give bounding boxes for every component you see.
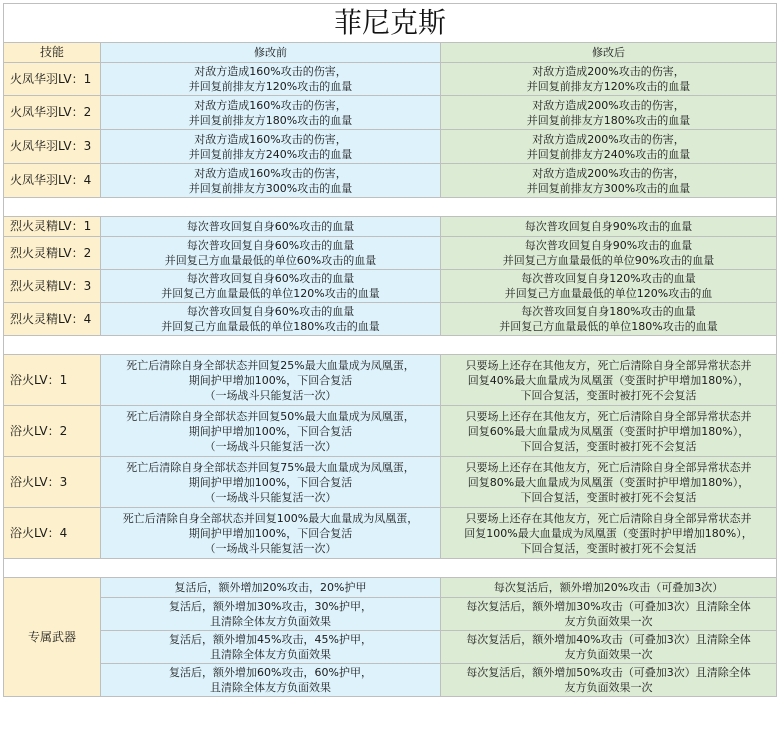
skill-name: 火凤华羽LV：4 xyxy=(4,164,101,198)
table-row xyxy=(4,270,777,303)
table-row xyxy=(4,457,777,508)
before-cell: 对敌方造成160%攻击的伤害， 并回复前排友方240%攻击的血量 xyxy=(101,130,441,164)
title-row xyxy=(4,4,777,43)
table-row xyxy=(4,598,777,631)
before-cell: 每次普攻回复自身60%攻击的血量 xyxy=(101,217,441,237)
after-cell: 只要场上还存在其他友方，死亡后清除自身全部异常状态并 回复40%最大血量成为凤凰蛋（变蛋时护甲增加180%）， 下回合复活，变蛋时被打死不会复活 xyxy=(441,355,777,406)
after-cell: 对敌方造成200%攻击的伤害， 并回复前排友方120%攻击的血量 xyxy=(441,63,777,96)
spacer-row xyxy=(4,336,777,355)
skill-name: 浴火LV：3 xyxy=(4,457,101,508)
skill-name: 烈火灵精LV：1 xyxy=(4,217,101,237)
before-cell: 对敌方造成160%攻击的伤害， 并回复前排友方300%攻击的血量 xyxy=(101,164,441,198)
skill-name: 烈火灵精LV：4 xyxy=(4,303,101,336)
before-cell: 死亡后清除自身全部状态并回复75%最大血量成为凤凰蛋， 期间护甲增加100%，下回合复活 （一场战斗只能复活一次） xyxy=(101,457,441,508)
before-cell: 复活后，额外增加30%攻击，30%护甲， 且清除全体友方负面效果 xyxy=(101,598,441,631)
after-cell: 每次普攻回复自身90%攻击的血量 并回复己方血量最低的单位90%攻击的血量 xyxy=(441,237,777,270)
before-cell: 死亡后清除自身全部状态并回复25%最大血量成为凤凰蛋， 期间护甲增加100%，下回合复活 （一场战斗只能复活一次） xyxy=(101,355,441,406)
table-row xyxy=(4,63,777,96)
after-cell: 对敌方造成200%攻击的伤害， 并回复前排友方300%攻击的血量 xyxy=(441,164,777,198)
table-row xyxy=(4,164,777,198)
after-cell: 只要场上还存在其他友方，死亡后清除自身全部异常状态并 回复80%最大血量成为凤凰蛋（变蛋时护甲增加180%）， 下回合复活，变蛋时被打死不会复活 xyxy=(441,457,777,508)
after-cell: 只要场上还存在其他友方，死亡后清除自身全部异常状态并 回复100%最大血量成为凤凰蛋（变蛋时护甲增加180%）， 下回合复活，变蛋时被打死不会复活 xyxy=(441,508,777,559)
table-row xyxy=(4,355,777,406)
table-row xyxy=(4,303,777,336)
before-cell: 死亡后清除自身全部状态并回复100%最大血量成为凤凰蛋， 期间护甲增加100%，下回合复活 （一场战斗只能复活一次） xyxy=(101,508,441,559)
header-before: 修改前 xyxy=(101,43,441,63)
after-cell: 每次普攻回复自身180%攻击的血量 并回复己方血量最低的单位180%攻击的血量 xyxy=(441,303,777,336)
skill-name: 火凤华羽LV：2 xyxy=(4,96,101,130)
skill-name: 烈火灵精LV：2 xyxy=(4,237,101,270)
table-row xyxy=(4,217,777,237)
before-cell: 每次普攻回复自身60%攻击的血量 并回复己方血量最低的单位180%攻击的血量 xyxy=(101,303,441,336)
table-row xyxy=(4,578,777,598)
before-cell: 复活后，额外增加20%攻击，20%护甲 xyxy=(101,578,441,598)
after-cell: 每次普攻回复自身90%攻击的血量 xyxy=(441,217,777,237)
after-cell: 每次普攻回复自身120%攻击的血量 并回复己方血量最低的单位120%攻击的血 xyxy=(441,270,777,303)
after-cell: 对敌方造成200%攻击的伤害， 并回复前排友方180%攻击的血量 xyxy=(441,96,777,130)
before-cell: 每次普攻回复自身60%攻击的血量 并回复己方血量最低的单位60%攻击的血量 xyxy=(101,237,441,270)
table-row xyxy=(4,130,777,164)
spacer-row xyxy=(4,559,777,578)
after-cell: 每次复活后，额外增加40%攻击（可叠加3次）且清除全体 友方负面效果一次 xyxy=(441,631,777,664)
skill-name: 浴火LV：4 xyxy=(4,508,101,559)
header-skill: 技能 xyxy=(4,43,101,63)
skill-name: 浴火LV：1 xyxy=(4,355,101,406)
spacer xyxy=(4,559,777,578)
skill-comparison-table xyxy=(3,3,777,697)
before-cell: 对敌方造成160%攻击的伤害， 并回复前排友方120%攻击的血量 xyxy=(101,63,441,96)
skill-name: 烈火灵精LV：3 xyxy=(4,270,101,303)
table-row xyxy=(4,406,777,457)
skill-name: 火凤华羽LV：3 xyxy=(4,130,101,164)
table-row xyxy=(4,508,777,559)
table-row xyxy=(4,96,777,130)
table-row xyxy=(4,631,777,664)
before-cell: 死亡后清除自身全部状态并回复50%最大血量成为凤凰蛋， 期间护甲增加100%，下回合复活 （一场战斗只能复活一次） xyxy=(101,406,441,457)
before-cell: 复活后，额外增加60%攻击，60%护甲， 且清除全体友方负面效果 xyxy=(101,664,441,697)
after-cell: 只要场上还存在其他友方，死亡后清除自身全部异常状态并 回复60%最大血量成为凤凰蛋（变蛋时护甲增加180%）， 下回合复活，变蛋时被打死不会复活 xyxy=(441,406,777,457)
before-cell: 对敌方造成160%攻击的伤害， 并回复前排友方180%攻击的血量 xyxy=(101,96,441,130)
after-cell: 每次复活后，额外增加20%攻击（可叠加3次） xyxy=(441,578,777,598)
skill-name: 浴火LV：2 xyxy=(4,406,101,457)
spacer xyxy=(4,336,777,355)
table-row xyxy=(4,237,777,270)
before-cell: 每次普攻回复自身60%攻击的血量 并回复己方血量最低的单位120%攻击的血量 xyxy=(101,270,441,303)
spacer-row xyxy=(4,198,777,217)
table-row xyxy=(4,664,777,697)
skill-name: 专属武器 xyxy=(4,578,101,697)
after-cell: 每次复活后，额外增加30%攻击（可叠加3次）且清除全体 友方负面效果一次 xyxy=(441,598,777,631)
page-title: 菲尼克斯 xyxy=(4,4,777,43)
header-after: 修改后 xyxy=(441,43,777,63)
after-cell: 对敌方造成200%攻击的伤害， 并回复前排友方240%攻击的血量 xyxy=(441,130,777,164)
header-row xyxy=(4,43,777,63)
skill-name: 火凤华羽LV：1 xyxy=(4,63,101,96)
after-cell: 每次复活后，额外增加50%攻击（可叠加3次）且清除全体 友方负面效果一次 xyxy=(441,664,777,697)
before-cell: 复活后，额外增加45%攻击，45%护甲， 且清除全体友方负面效果 xyxy=(101,631,441,664)
spacer xyxy=(4,198,777,217)
